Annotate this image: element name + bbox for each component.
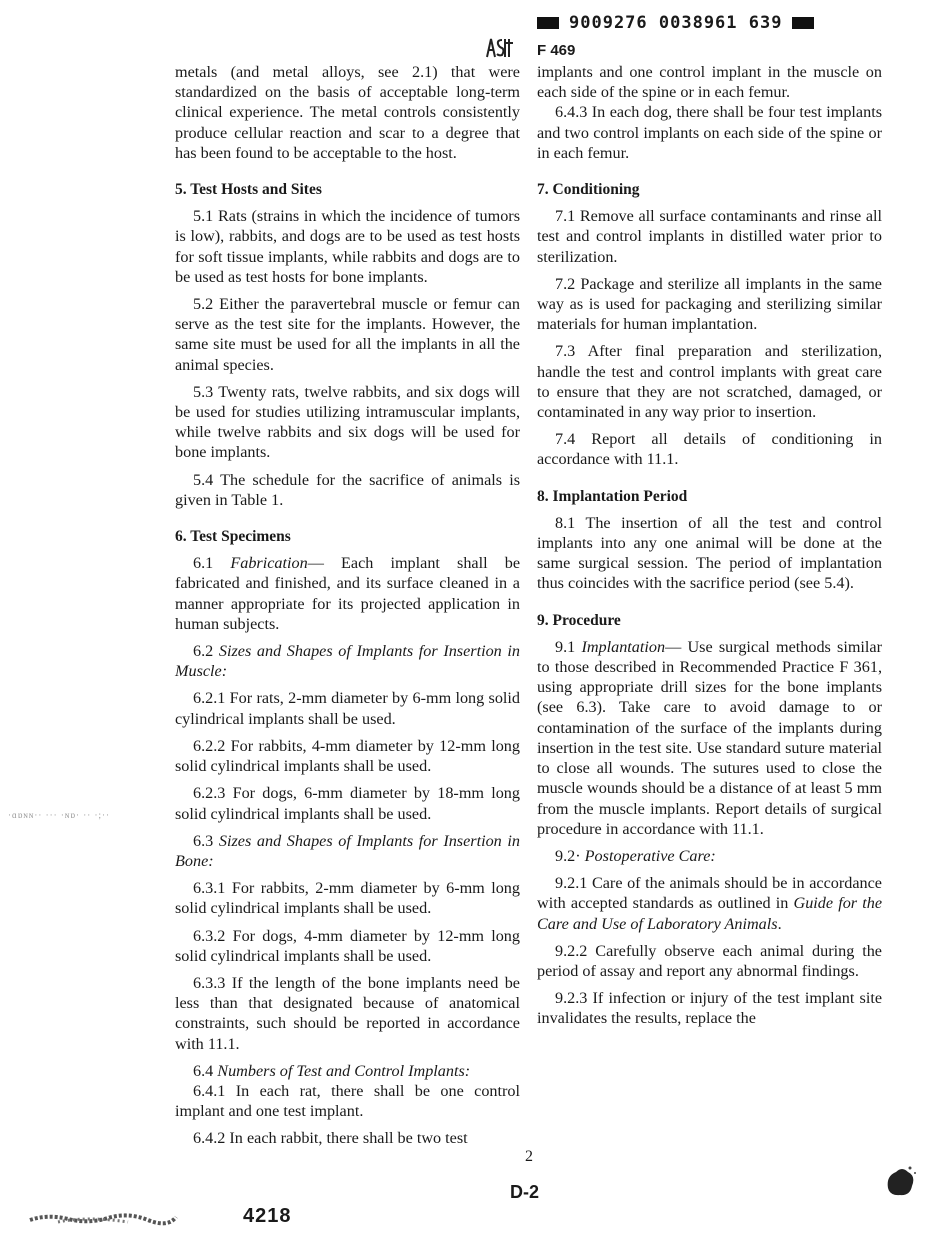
paragraph-6-2-2: 6.2.2 For rabbits, 4-mm diameter by 12-mm long solid cylindrical implants shall be used. (175, 736, 520, 776)
scan-smudge-icon (28, 1208, 178, 1228)
paragraph-9-2-1-pre: 9.2.1 Care of the animals should be in accordance with accepted standards as outlined in (537, 874, 882, 913)
paragraph-6-2-number: 6.2 (193, 642, 214, 661)
section-7-heading: 7. Conditioning (537, 181, 640, 199)
paragraph-7-1: 7.1 Remove all surface contaminants and rinse all test and control implants in distilled water prior to sterilization. (537, 207, 882, 266)
standard-designation: F 469 (537, 42, 576, 59)
ink-blot-icon (880, 1162, 920, 1202)
paragraph-9-1-label: Implantation (581, 637, 666, 656)
paragraph-9-1-text: — Use surgical methods similar to those described in Recommended Practice F 361, using appropriate drill sizes for the bone implants (see 6.3). Take care to avoid damage to or contamination of the surface of the implants during insertion in the test site. Use standard suture material to close all wounds. The sutures used to close the muscle wounds should be a distance of at least 5 mm from the muscle implants. Report details of surgical procedure in accordance with 11.1. (537, 637, 883, 838)
paragraph-9-2-3: 9.2.3 If infection or injury of the test implant site invalidates the results, replace the (537, 989, 882, 1028)
section-8-heading: 8. Implantation Period (537, 487, 688, 505)
paragraph-6-2-1: 6.2.1 For rats, 2-mm diameter by 6-mm long solid cylindrical implants shall be used. (175, 689, 520, 728)
page-number: 2 (525, 1148, 533, 1165)
paragraph-6-3 (175, 831, 520, 871)
paragraph-6-4-3: 6.4.3 In each dog, there shall be four test implants and two control implants on each side of the spine or in each femur. (537, 103, 882, 162)
paragraph-9-1-number: 9.1 (555, 637, 576, 656)
section-6-heading: 6. Test Specimens (175, 528, 291, 546)
astm-logo-icon (485, 35, 515, 59)
paragraph-9-2-1 (537, 873, 882, 934)
barcode-text: 9009276 0038961 639 (569, 13, 783, 33)
barcode-header (537, 12, 814, 34)
section-9-heading: 9. Procedure (537, 611, 621, 629)
paragraph-6-4-label: Numbers of Test and Control Implants: (217, 1061, 471, 1080)
section-5-heading: 5. Test Hosts and Sites (175, 181, 322, 199)
paragraph-6-3-label: Sizes and Shapes of Implants for Insertion in Bone: (175, 831, 520, 870)
paragraph-7-2: 7.2 Package and sterilize all implants in the same way as is used for packaging and sterilizing similar materials for human implantation. (537, 274, 882, 334)
paragraph-6-2 (175, 641, 520, 681)
paragraph-5-3: 5.3 Twenty rats, twelve rabbits, and six dogs will be used for studies utilizing intramuscular implants, while twelve rabbits and six dogs will be used for bone implants. (175, 382, 520, 462)
margin-note: ·ɑɒɴɴ·· ··· ·ɴɒ· ·· ·;·· (8, 810, 111, 820)
paragraph-8-1: 8.1 The insertion of all the test and control implants into any one animal will be done at the same surgical session. The period of implantation thus coincides with the sacrifice period (see 5.4). (537, 513, 882, 593)
paragraph-7-3: 7.3 After final preparation and sterilization, handle the test and control implants with great care to ensure that they are not scratched, damaged, or contaminated in any way prior to insertion. (537, 342, 882, 422)
paragraph-5-1: 5.1 Rats (strains in which the incidence of tumors is low), rabbits, and dogs are to be used as test hosts for soft tissue implants, while rabbits and dogs are to be used as test hosts for bone implants. (175, 207, 520, 286)
paragraph-6-4-2-continued: implants and one control implant in the muscle on each side of the spine or in each femur. (537, 63, 882, 102)
paragraph-6-2-3: 6.2.3 For dogs, 6-mm diameter by 18-mm long solid cylindrical implants shall be used. (175, 784, 520, 823)
guide-reference: Guide for the Care and Use of Laboratory Animals (537, 894, 883, 933)
left-column (175, 62, 520, 1149)
paragraph-6-3-2: 6.3.2 For dogs, 4-mm diameter by 12-mm long solid cylindrical implants shall be used. (175, 926, 520, 965)
barcode-block-right (792, 17, 814, 29)
paragraph-9-2-1-post: . (777, 914, 782, 933)
right-column (537, 62, 882, 1029)
paragraph-5-4: 5.4 The schedule for the sacrifice of animals is given in Table 1. (175, 470, 520, 509)
barcode-block-left (537, 17, 559, 29)
paragraph-5-2: 5.2 Either the paravertebral muscle or femur can serve as the test site for the implants. However, the same site must be used for all the implants in all the animal species. (175, 295, 520, 374)
paragraph-9-1 (537, 637, 882, 839)
paragraph-6-1-number: 6.1 (193, 554, 214, 573)
paragraph-6-4-number: 6.4 (193, 1061, 214, 1080)
paragraph-9-2 (537, 846, 882, 866)
paragraph-9-2-label: Postoperative Care: (584, 846, 716, 865)
paragraph-6-4-2: 6.4.2 In each rabbit, there shall be two test (193, 1129, 468, 1148)
paragraph-6-4 (175, 1061, 520, 1081)
paragraph-9-2-2: 9.2.2 Carefully observe each animal during the period of assay and report any abnormal findings. (537, 941, 882, 980)
paragraph-6-3-number: 6.3 (193, 831, 214, 850)
paragraph-6-1-label: Fabrication (230, 554, 308, 573)
intro-paragraph: metals (and metal alloys, see 2.1) that were standardized on the basis of acceptable long-term clinical experience. The metal controls consistently produce cellular reaction and scar to a degree that has been found to be acceptable to the host. (175, 63, 520, 162)
stamp-number: 4218 (243, 1205, 292, 1227)
paragraph-6-1-text: — Each implant shall be fabricated and finished, and its surface cleaned in a manner appropriate for its projected application in human subjects. (175, 554, 520, 633)
paragraph-6-3-1: 6.3.1 For rabbits, 2-mm diameter by 6-mm long solid cylindrical implants shall be used. (175, 879, 520, 918)
paragraph-6-3-3: 6.3.3 If the length of the bone implants need be less than that designated because of anatomical constraints, such should be reported in accordance with 11.1. (175, 973, 520, 1053)
paragraph-6-2-label: Sizes and Shapes of Implants for Insertion in Muscle: (175, 642, 520, 681)
paragraph-6-4-1: 6.4.1 In each rat, there shall be one control implant and one test implant. (175, 1081, 520, 1121)
document-code: D-2 (510, 1182, 540, 1202)
paragraph-9-2-number: 9.2· (555, 846, 581, 865)
paragraph-6-1 (175, 553, 520, 634)
paragraph-7-4: 7.4 Report all details of conditioning in accordance with 11.1. (537, 430, 882, 469)
